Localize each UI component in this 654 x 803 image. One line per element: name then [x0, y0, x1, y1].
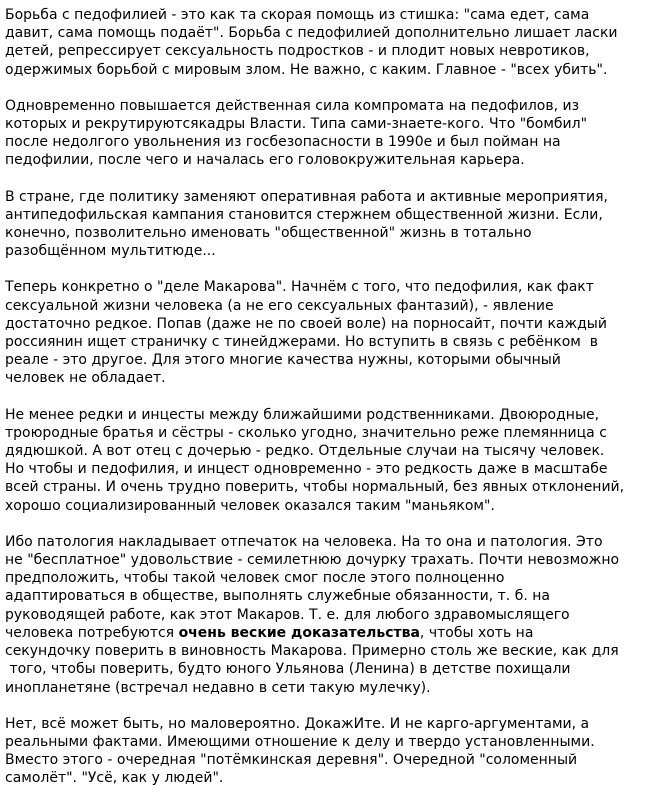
text-line: достаточно редкое. Попав (даже не по своей воле) на порносайт, почти каждый: [5, 315, 607, 332]
text-line: человек не обладает.: [5, 370, 166, 387]
text-line: давит, сама помощь подаёт". Борьба с педофилией дополнительно лишает ласки: [5, 25, 618, 42]
text-line: всей страны. И очень трудно поверить, чтобы нормальный, без явных отклонений,: [5, 479, 625, 496]
text-line: того, чтобы поверить, будто юного Ульянова (Ленина) в детстве похищали: [5, 661, 571, 678]
text-line: Теперь конкретно о "деле Макарова". Начнём с того, что педофилия, как факт: [5, 279, 594, 296]
text-line: В стране, где политику заменяют оперативная работа и активные мероприятия,: [5, 188, 608, 205]
paragraph-4: [5, 278, 650, 387]
text-line: которых и рекрутируютсякадры Власти. Типа сами-знаете-кого. Что "бомбил": [5, 116, 588, 133]
text-line: педофилии, после чего и началась его головокружительная карьера.: [5, 152, 525, 169]
text-line: Но чтобы и педофилия, и инцест одновременно - это редкость даже в масштабе: [5, 461, 608, 478]
paragraph-1: [5, 6, 650, 79]
paragraph-6: [5, 533, 650, 697]
text-line: дядюшкой. А вот отец с дочерью - редко. Отдельные случаи на тысячу человек.: [5, 443, 605, 460]
text-line: Не менее редки и инцесты между ближайшими родственниками. Двоюродные,: [5, 406, 600, 423]
text-line: руководящей работе, как этот Макаров. Т. е. для любого здравомыслящего: [5, 606, 570, 623]
text-line: хорошо социализированный человек оказался таким "маньяком".: [5, 497, 495, 514]
text-line: одержимых борьбой с мировым злом. Не важно, с каким. Главное - "всех убить".: [5, 61, 608, 78]
text-line: после недолгого увольнения из госбезопасности в 1990е и был пойман на: [5, 134, 561, 151]
text-line: Ибо патология накладывает отпечаток на человека. На то она и патология. Это: [5, 533, 603, 550]
text-line: детей, репрессирует сексуальность подростков - и плодит новых невротиков,: [5, 43, 590, 60]
text-line: троюродные братья и сёстры - сколько угодно, значительно реже племянница с: [5, 424, 607, 441]
text-line: инопланетяне (встречал недавно в сети такую мулечку).: [5, 679, 431, 696]
paragraph-3: [5, 188, 650, 261]
text-line: антипедофильская кампания становится стержнем общественной жизни. Если,: [5, 206, 603, 223]
emphasis-very-strong-evidence: очень веские доказательства: [178, 624, 420, 641]
text-line: реале - это другое. Для этого многие качества нужны, которыми обычный: [5, 352, 561, 369]
text-line: секундочку поверить в виновность Макарова. Примерно столь же веские, как для: [5, 643, 619, 660]
paragraph-2: [5, 97, 650, 170]
text-line: сексуальной жизни человека (а не его сексуальных фантазий), - явление: [5, 297, 554, 314]
text-fragment: человека потребуются: [5, 624, 179, 641]
text-line: Нет, всё может быть, но маловероятно. ДокажИте. И не карго-аргументами, а: [5, 715, 590, 732]
text-line: не "бесплатное" удовольствие - семилетнюю дочурку трахать. Почти невозможно: [5, 552, 620, 569]
text-line: конечно, позволительно именовать "общественной" жизнь в тотально: [5, 225, 532, 242]
text-line: Вместо этого - очередная "потёмкинская деревня". Очередной "соломенный: [5, 752, 578, 769]
text-fragment: , чтобы хоть на: [419, 624, 534, 641]
text-line: россиянин ищет страничку с тинейджерами. Но вступить в связь с ребёнком в: [5, 334, 598, 351]
text-line: Борьба с педофилией - это как та скорая помощь из стишка: "сама едет, сама: [5, 7, 590, 23]
text-line: Одновременно повышается действенная сила компромата на педофилов, из: [5, 97, 580, 114]
text-line: реальными фактами. Имеющими отношение к делу и твердо установленными.: [5, 733, 595, 750]
text-line-with-emphasis: [5, 624, 650, 642]
article-body: [5, 6, 650, 788]
paragraph-7: [5, 715, 650, 788]
text-line: разобщённом мультитюде...: [5, 243, 216, 260]
text-line: предположить, чтобы такой человек смог после этого полноценно: [5, 570, 505, 587]
text-line: адаптироваться в обществе, выполнять служебные обязанности, т. б. на: [5, 588, 550, 605]
paragraph-5: [5, 406, 650, 515]
text-line: самолёт". "Усё, как у людей".: [5, 770, 224, 787]
